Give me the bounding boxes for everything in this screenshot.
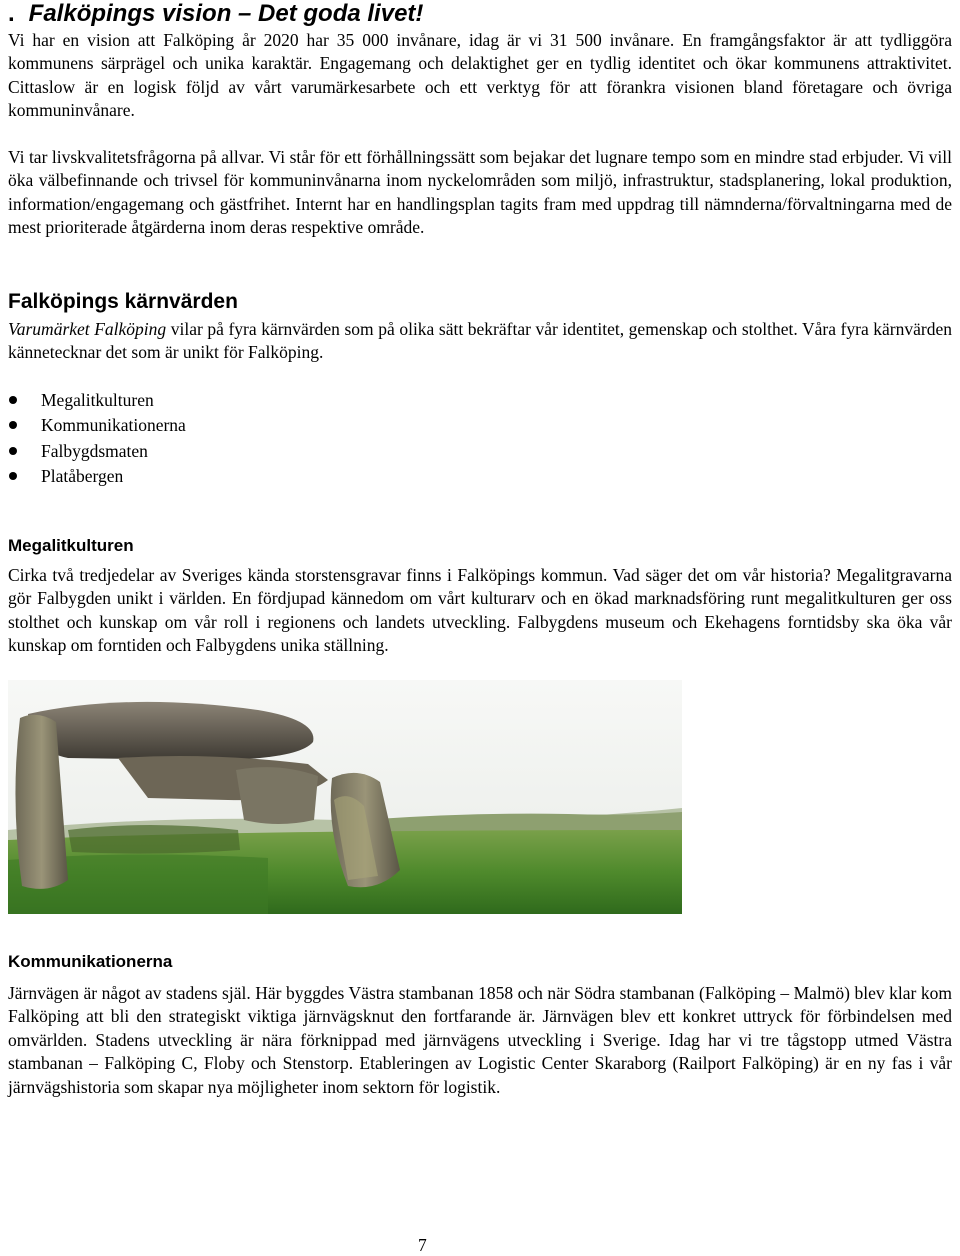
vision-paragraph-1: Vi har en vision att Falköping år 2020 har 35 000 invånare, idag är vi 31 500 invånare. En framgångsfaktor är att tydliggöra kommunens särprägel och unika karaktär. Engagemang och delaktighet ger en tydlig identitet och ökar kommunens attraktivitet. Cittaslow är en logisk följd av vårt varumärkesarbete och ett verktyg för att förankra visionen bland företagare och övriga kommuninvånare.	[8, 30, 952, 121]
heading-prefix: .	[8, 0, 15, 27]
vision-paragraph-2: Vi tar livskvalitetsfrågorna på allvar. Vi står för ett förhållningssätt som bejakar det lugnare tempo som en mindre stad erbjuder. Vi vill öka välbefinnande och trivsel för kommuninvånarna inom nyckelområden som miljö, infrastruktur, stadsplanering, lokal produktion, information/engagemang och gästfrihet. Internt har en handlingsplan tagits fram med uppdrag till nämnderna/förvaltningarna med de mest prioriterade åtgärderna inom deras respektive område.	[8, 147, 952, 238]
list-item: Falbygdsmaten	[8, 439, 186, 464]
list-item: Kommunikationerna	[8, 413, 186, 438]
list-item: Megalitkulturen	[8, 388, 186, 413]
kommunikation-heading: Kommunikationerna	[8, 952, 173, 971]
vision-heading	[8, 0, 423, 28]
page-number: 7	[418, 1235, 427, 1255]
megalit-paragraph: Cirka två tredjedelar av Sveriges kända storstensgravar finns i Falköpings kommun. Vad säger det om vår historia? Megalitgravarna gör Falbygden unikt i världen. En fördjupad kännedom om vårt kulturarv och en ökad marknadsföring runt megalitkulturen ger oss stolthet och kunskap om vår roll i regionens och landets utveckling. Falbygdens museum och Ekehagens forntidsby ska öka vår kunskap om forntiden och Falbygdens unika ställning.	[8, 565, 952, 656]
core-values-intro	[8, 318, 952, 365]
list-item: Platåbergen	[8, 464, 186, 489]
vision-title: Falköpings vision – Det goda livet!	[28, 0, 424, 27]
kommunikation-paragraph: Järnvägen är något av stadens själ. Här byggdes Västra stambanan 1858 och när Södra stambanan (Falköping – Malmö) blev klar kom Falköping att bli den strategiskt viktiga järnvägsknut den fortfarande är. Järnvägen blev ett konkret uttryck för förbindelsen med omvärlden. Stadens utveckling är nära förknippad med järnvägens utveckling i Sverige. Idag har vi tre tågstopp utmed Västra stambanan – Falköping C, Floby och Stenstorp. Etableringen av Logistic Center Skaraborg (Railport Falköping) är en ny fas i vår järnvägshistoria som skapar nya möjligheter inom sektorn för logistik.	[8, 983, 952, 1097]
dolmen-photo	[8, 680, 682, 914]
core-values-intro-text: vilar på fyra kärnvärden som på olika sätt bekräftar vår identitet, gemenskap och stolthet. Våra fyra kärnvärden kännetecknar det som är unikt för Falköping.	[8, 319, 952, 363]
core-values-list	[8, 388, 186, 490]
megalit-heading: Megalitkulturen	[8, 536, 134, 555]
core-values-heading: Falköpings kärnvärden	[8, 290, 238, 313]
brand-name: Varumärket Falköping	[8, 319, 167, 339]
